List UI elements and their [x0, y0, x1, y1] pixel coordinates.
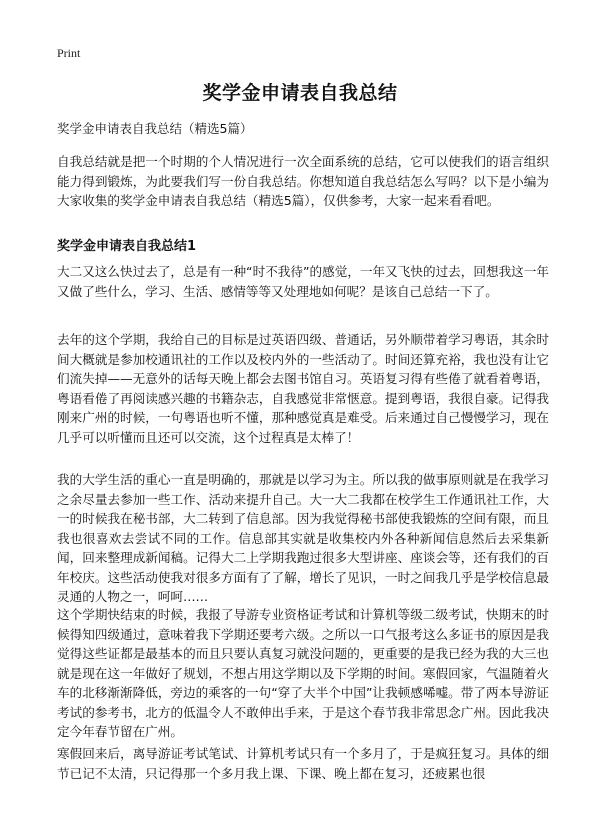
body-paragraph: 这个学期快结束的时候，我报了导游专业资格证考试和计算机等级二级考试，快期末的时候得知四级通过，意味着我下学期还要考六级。之所以一口气报考这么多证书的原因是我觉得这些证都是最基本的而且只要认真复习就没问题的，更重要的是我已经为我的大三也就是现在这一年做好了规划，不想占用这学期以及下学期的时间。寒假回家，气温随着火车的北移渐渐降低，旁边的乘客的一句“穿了大半个中国”让我顿感唏嘘。带了两本导游证考试的参考书，北方的低温令人不敢伸出手来，于是这个春节我非常思念广州。因此我决定今年春节留在广州。	[57, 607, 549, 739]
body-paragraph: 大二又这么快过去了，总是有一种“时不我待”的感觉，一年又飞快的过去，回想我这一年又做了些什么，学习、生活、感情等等又处理地如何呢？是该自己总结一下了。	[57, 264, 549, 299]
document-title: 奖学金申请表自我总结	[202, 82, 398, 104]
print-link[interactable]: Print	[57, 46, 81, 60]
intro-paragraph: 自我总结就是把一个时期的个人情况进行一次全面系统的总结，它可以使我们的语言组织能力得到锻炼，为此要我们写一份自我总结。你想知道自我总结怎么写吗？以下是小编为大家收集的奖学金申请表自我总结（精选5篇），仅供参考，大家一起来看看吧。	[57, 154, 549, 208]
body-paragraph: 去年的这个学期，我给自己的目标是过英语四级、普通话，另外顺带着学习粤语，其余时间大概就是参加校通讯社的工作以及校内外的一些活动了。时间还算充裕，我也没有让它们流失掉——无意外的话每天晚上都会去图书馆自习。英语复习得有些倦了就看着粤语，粤语看倦了再阅读感兴趣的书籍杂志，自我感觉非常惬意。提到粤语，我很自豪。记得我刚来广州的时候，一句粤语也听不懂，那种感觉真是难受。后来通过自己慢慢学习，现在几乎可以听懂而且还可以交流，这个过程真是太棒了！	[57, 332, 549, 445]
body-paragraph: 寒假回来后，离导游证考试笔试、计算机考试只有一个多月了，于是疯狂复习。具体的细节已记不太清，只记得那一个多月我上课、下课、晚上都在复习，还疲累也很	[57, 746, 549, 781]
document-subtitle: 奖学金申请表自我总结（精选5篇）	[57, 121, 253, 136]
body-paragraph: 我的大学生活的重心一直是明确的，那就是以学习为主。所以我的做事原则就是在我学习之余尽量去参加一些工作、活动来提升自己。大一大二我都在校学生工作通讯社工作，大一的时候我在秘书部，大二转到了信息部。因为我觉得秘书部使我锻炼的空间有限，而且我也很喜欢去尝试不同的工作。信息部其实就是收集校内外各种新闻信息然后去采集新闻，回来整理成新闻稿。记得大二上学期我跑过很多大型讲座、座谈会等，还有我们的百年校庆。这些活动使我对很多方面有了了解，增长了见识，一时之间我几乎是学校信息最灵通的人物之一，呵呵……	[57, 472, 549, 604]
section-heading: 奖学金申请表自我总结1	[57, 239, 197, 254]
